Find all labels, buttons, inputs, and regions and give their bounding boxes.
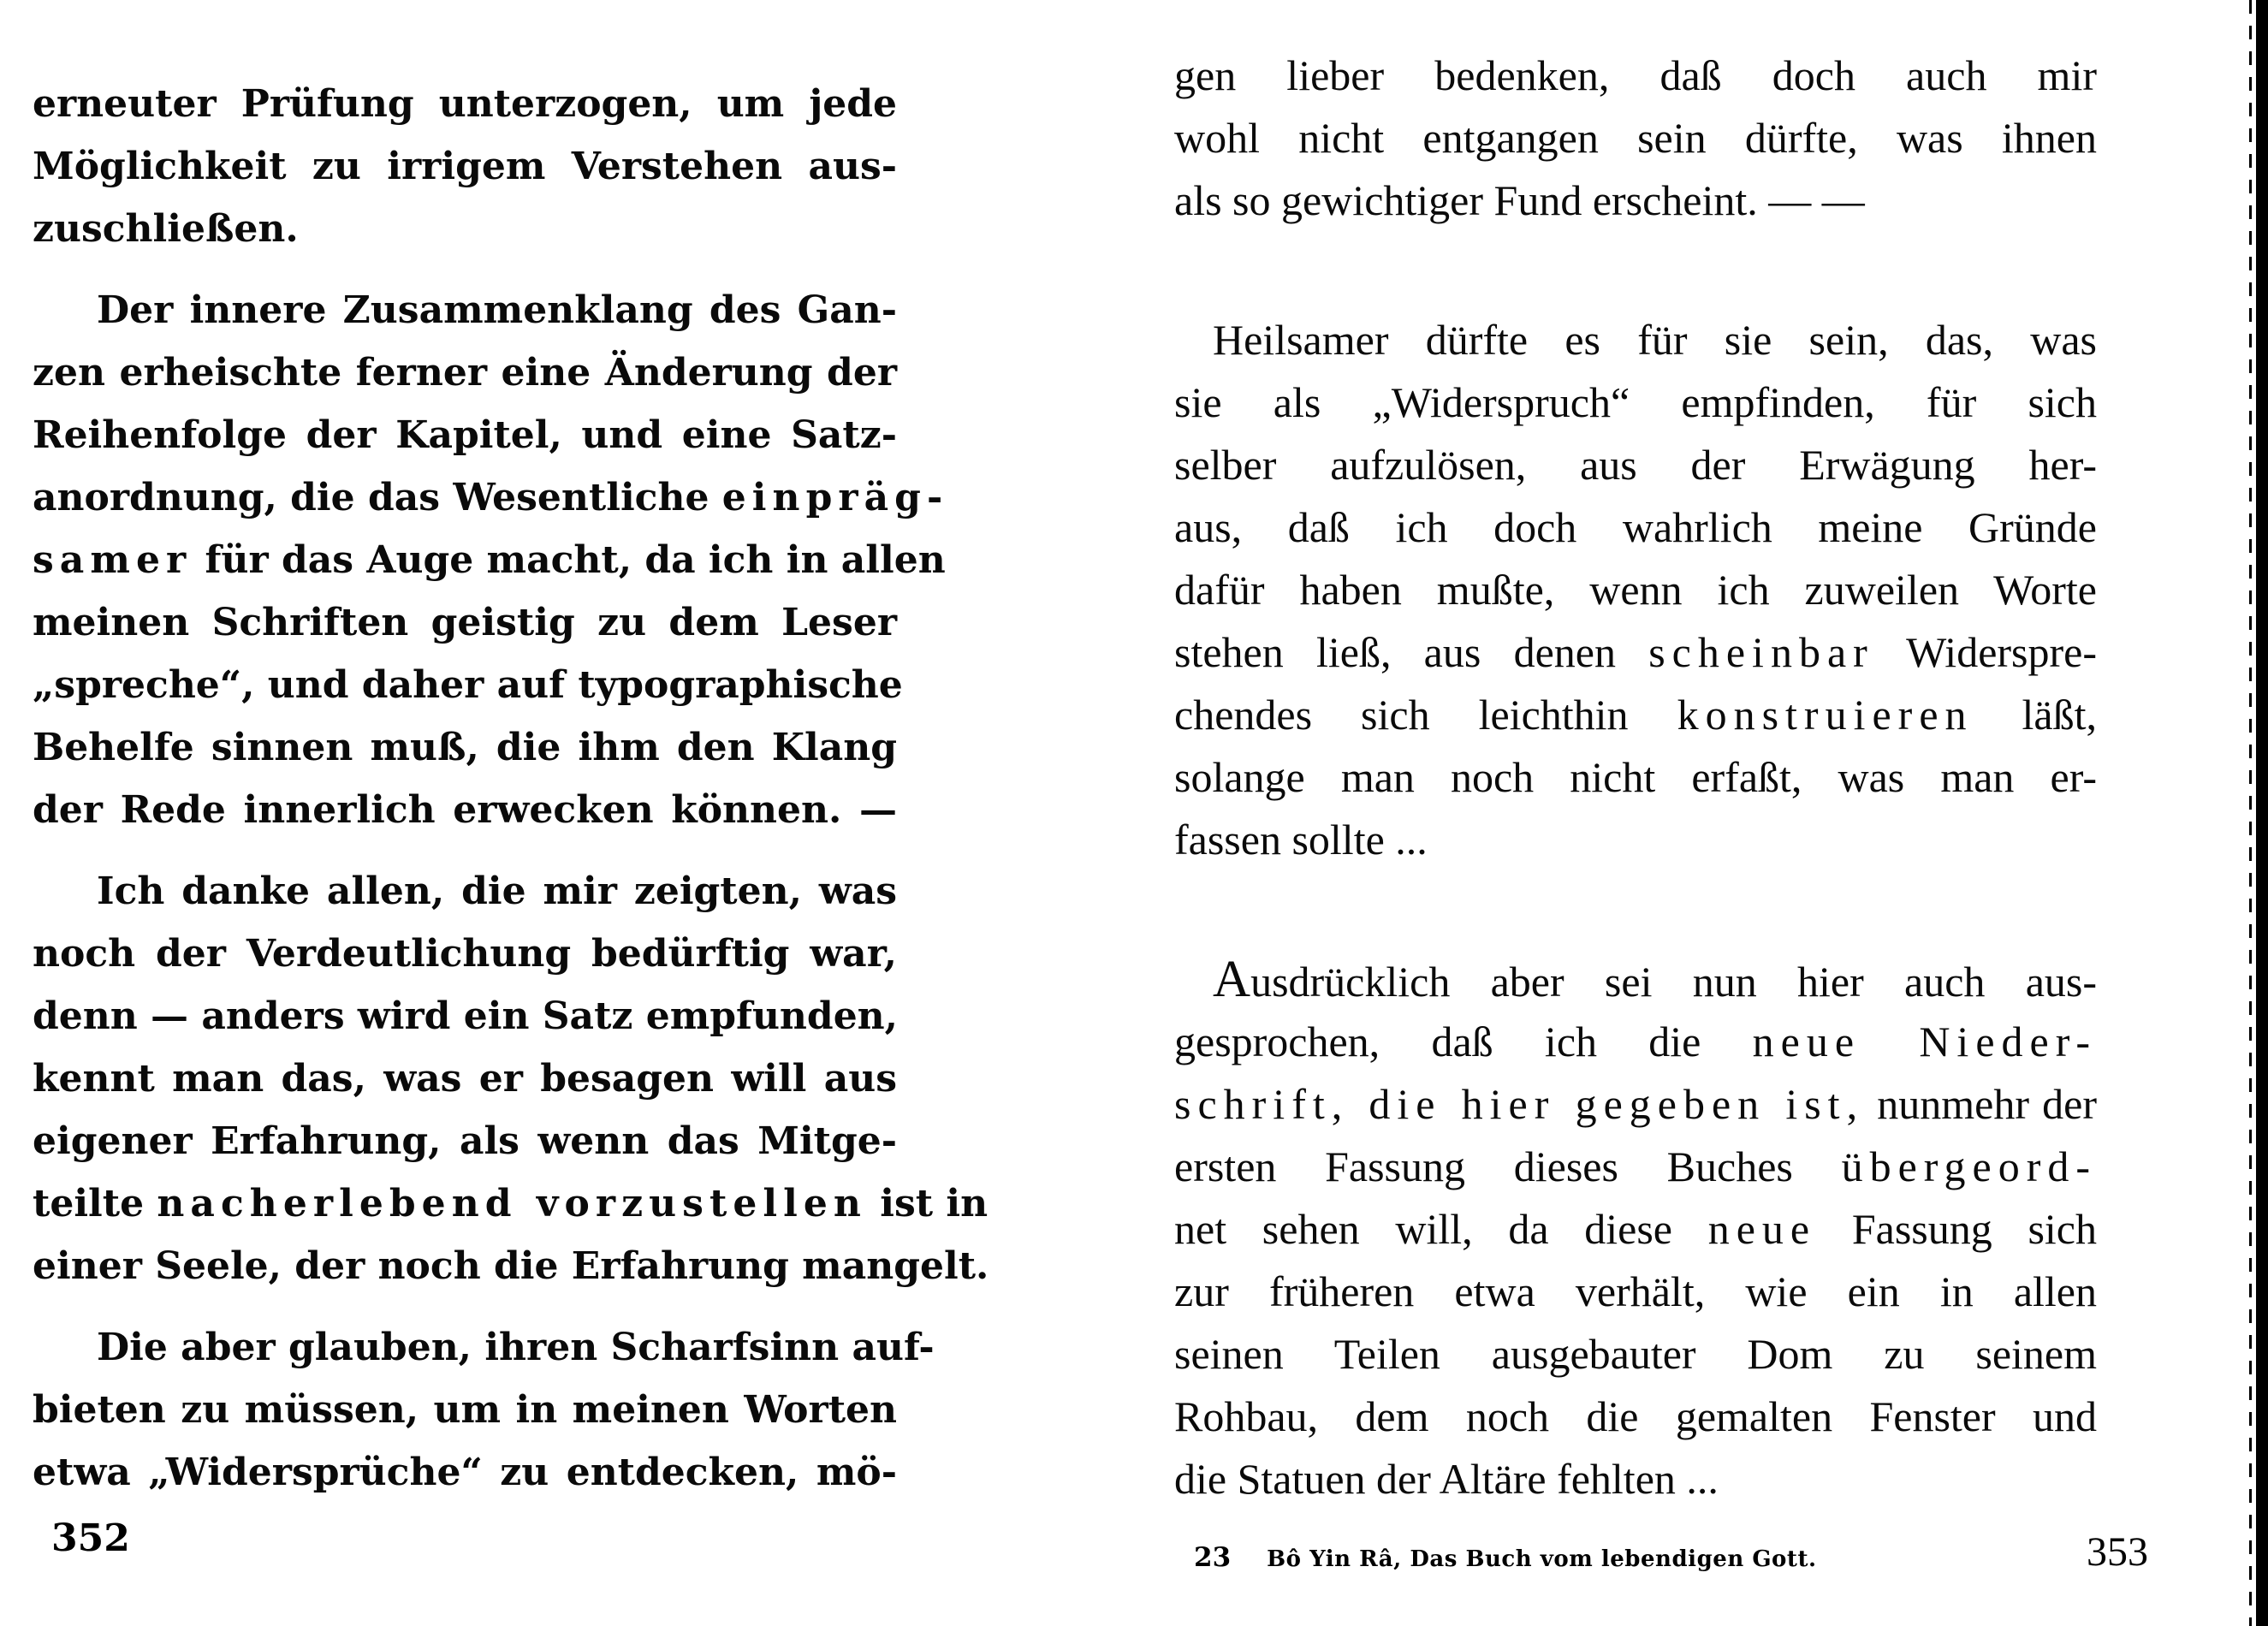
text-segment: seinen Teilen ausgebauter Dom zu seinem — [1174, 1330, 2097, 1378]
text-segment: neue — [1707, 1205, 1817, 1253]
text-segment: nunmehr der — [1864, 1080, 2098, 1128]
text-line — [33, 1047, 897, 1110]
page-number-right: 353 — [2087, 1529, 2148, 1575]
text-segment: teilte — [33, 1182, 157, 1225]
text-segment: übergeord- — [1841, 1142, 2097, 1190]
text-segment: Fassung sich — [1816, 1205, 2097, 1253]
text-segment: erneuter Prüfung unterzogen, um jede — [33, 82, 897, 126]
text-line — [1174, 1386, 2097, 1448]
text-line — [1174, 1261, 2097, 1323]
text-line — [1174, 559, 2097, 621]
text-line — [1174, 434, 2097, 496]
text-segment: „spreche“, und daher auf typographische — [33, 663, 903, 707]
footer-signature-number: 23 — [1194, 1542, 1232, 1573]
text-segment: solange man noch nicht erfaßt, was man er- — [1174, 753, 2097, 801]
text-line — [33, 466, 949, 529]
page-number-left: 352 — [51, 1516, 130, 1560]
text-segment: Möglichkeit zu irrigem Verstehen aus- — [33, 145, 897, 188]
text-segment: Die aber glauben, ihren Scharfsinn auf- — [97, 1326, 935, 1369]
text-line — [1174, 1011, 2097, 1073]
text-line — [1174, 1448, 2097, 1510]
text-segment: die Statuen der Altäre fehlten ... — [1174, 1455, 1719, 1503]
text-segment: zuschließen. — [33, 207, 299, 251]
text-line — [33, 135, 897, 198]
text-segment: gesprochen, daß ich die — [1174, 1018, 1753, 1065]
text-line — [33, 341, 897, 404]
text-segment: neue Nieder- — [1752, 1018, 2098, 1065]
text-line — [33, 1235, 989, 1297]
text-segment: fassen sollte ... — [1174, 816, 1428, 863]
text-segment: meinen Schriften geistig zu dem Leser — [33, 601, 897, 644]
text-segment: als so gewichtiger Fund erscheint. — — — [1174, 176, 1865, 224]
text-segment: aus, daß ich doch wahrlich meine Gründe — [1174, 503, 2097, 551]
text-segment: Heilsamer dürfte es für sie sein, das, was — [1213, 316, 2097, 364]
text-line — [1174, 948, 2097, 1011]
paragraph — [1174, 45, 2097, 232]
text-segment: der Rede innerlich erwecken können. — — [33, 788, 897, 832]
paragraph — [1174, 948, 2097, 1510]
text-line — [1174, 371, 2097, 434]
text-segment: zur früheren etwa verhält, wie ein in allen — [1174, 1267, 2097, 1315]
text-line — [33, 923, 897, 985]
text-line — [1174, 309, 2097, 371]
text-segment: A — [1213, 951, 1251, 1008]
text-line — [33, 279, 897, 341]
text-line — [1174, 746, 2097, 809]
text-segment: dafür haben mußte, wenn ich zuweilen Worte — [1174, 566, 2097, 614]
text-line — [33, 1441, 897, 1504]
text-segment: zen erheischte ferner eine Änderung der — [33, 351, 897, 395]
text-line — [33, 404, 897, 466]
text-line — [1174, 809, 2097, 871]
text-segment: Widerspre- — [1873, 628, 2097, 676]
scan-edge-broken-line — [2249, 0, 2252, 1626]
text-segment: gen lieber bedenken, daß doch auch mir — [1174, 51, 2097, 99]
text-line — [33, 716, 897, 779]
text-line — [33, 1379, 897, 1441]
text-line — [1174, 1073, 2097, 1136]
text-line — [33, 779, 897, 841]
text-line — [33, 198, 897, 260]
text-segment: wohl nicht entgangen sein dürfte, was ihnen — [1174, 114, 2097, 162]
footer-note — [1194, 1542, 1817, 1573]
text-segment: sie als „Widerspruch“ empfinden, für sich — [1174, 378, 2097, 426]
paragraph — [33, 279, 949, 841]
text-segment: anordnung, die das Wesentliche — [33, 476, 722, 519]
text-line — [1174, 1323, 2097, 1386]
paragraph — [1174, 309, 2097, 871]
text-segment: selber aufzulösen, aus der Erwägung her- — [1174, 441, 2097, 489]
right-page-text — [1174, 45, 2097, 1510]
text-line — [1174, 496, 2097, 559]
text-line — [1174, 45, 2097, 107]
text-segment: noch der Verdeutlichung bedürftig war, — [33, 932, 897, 976]
text-line — [1174, 684, 2097, 746]
text-line — [1174, 621, 2097, 684]
text-segment: samer — [33, 538, 193, 582]
text-segment: Rohbau, dem noch die gemalten Fenster und — [1174, 1392, 2097, 1440]
text-segment: Ich danke allen, die mir zeigten, was — [97, 869, 897, 913]
text-segment: kennt man das, was er besagen will aus — [33, 1057, 897, 1101]
text-segment: etwa „Widersprüche“ zu entdecken, mö- — [33, 1451, 897, 1494]
text-line — [1174, 169, 2097, 232]
text-line — [1174, 107, 2097, 169]
text-segment: chendes sich leichthin — [1174, 691, 1677, 739]
text-segment: einer Seele, der noch die Erfahrung mangelt. — [33, 1244, 989, 1288]
text-segment: für das Auge macht, da ich in allen — [192, 538, 946, 582]
text-segment: ist in — [866, 1182, 989, 1225]
paragraph — [33, 73, 897, 260]
text-segment: läßt, — [1973, 691, 2098, 739]
text-segment: bieten zu müssen, um in meinen Worten — [33, 1388, 897, 1432]
text-line — [33, 1316, 935, 1379]
text-line — [33, 860, 897, 923]
text-segment: Behelfe sinnen muß, die ihm den Klang — [33, 726, 897, 769]
text-segment: konstruieren — [1677, 691, 1974, 739]
text-segment: usdrücklich aber sei nun hier auch aus- — [1250, 958, 2097, 1006]
text-line — [33, 985, 897, 1047]
text-line — [33, 73, 897, 135]
text-segment: eigener Erfahrung, als wenn das Mitge- — [33, 1119, 897, 1163]
text-line — [33, 529, 946, 591]
footer-book-title: Bô Yin Râ, Das Buch vom lebendigen Gott. — [1267, 1546, 1817, 1572]
text-segment: einpräg- — [721, 476, 949, 519]
text-line — [33, 1172, 989, 1235]
text-segment: Der innere Zusammenklang des Gan- — [97, 288, 897, 332]
text-segment: nacherlebend vorzustellen — [157, 1182, 867, 1225]
scan-edge-bar — [2256, 0, 2268, 1626]
text-line — [1174, 1198, 2097, 1261]
text-segment: schrift, die hier gegeben ist, — [1174, 1080, 1865, 1128]
text-segment: Reihenfolge der Kapitel, und eine Satz- — [33, 413, 897, 457]
text-line — [1174, 1136, 2097, 1198]
left-page-text — [33, 73, 989, 1504]
text-segment: scheinbar — [1648, 628, 1874, 676]
text-line — [33, 654, 903, 716]
text-segment: stehen ließ, aus denen — [1174, 628, 1649, 676]
paragraph — [33, 1316, 935, 1504]
text-line — [33, 591, 897, 654]
text-segment: denn — anders wird ein Satz empfunden, — [33, 994, 898, 1038]
text-line — [33, 1110, 897, 1172]
paragraph — [33, 860, 989, 1297]
text-segment: net sehen will, da diese — [1174, 1205, 1708, 1253]
text-segment: ersten Fassung dieses Buches — [1174, 1142, 1842, 1190]
